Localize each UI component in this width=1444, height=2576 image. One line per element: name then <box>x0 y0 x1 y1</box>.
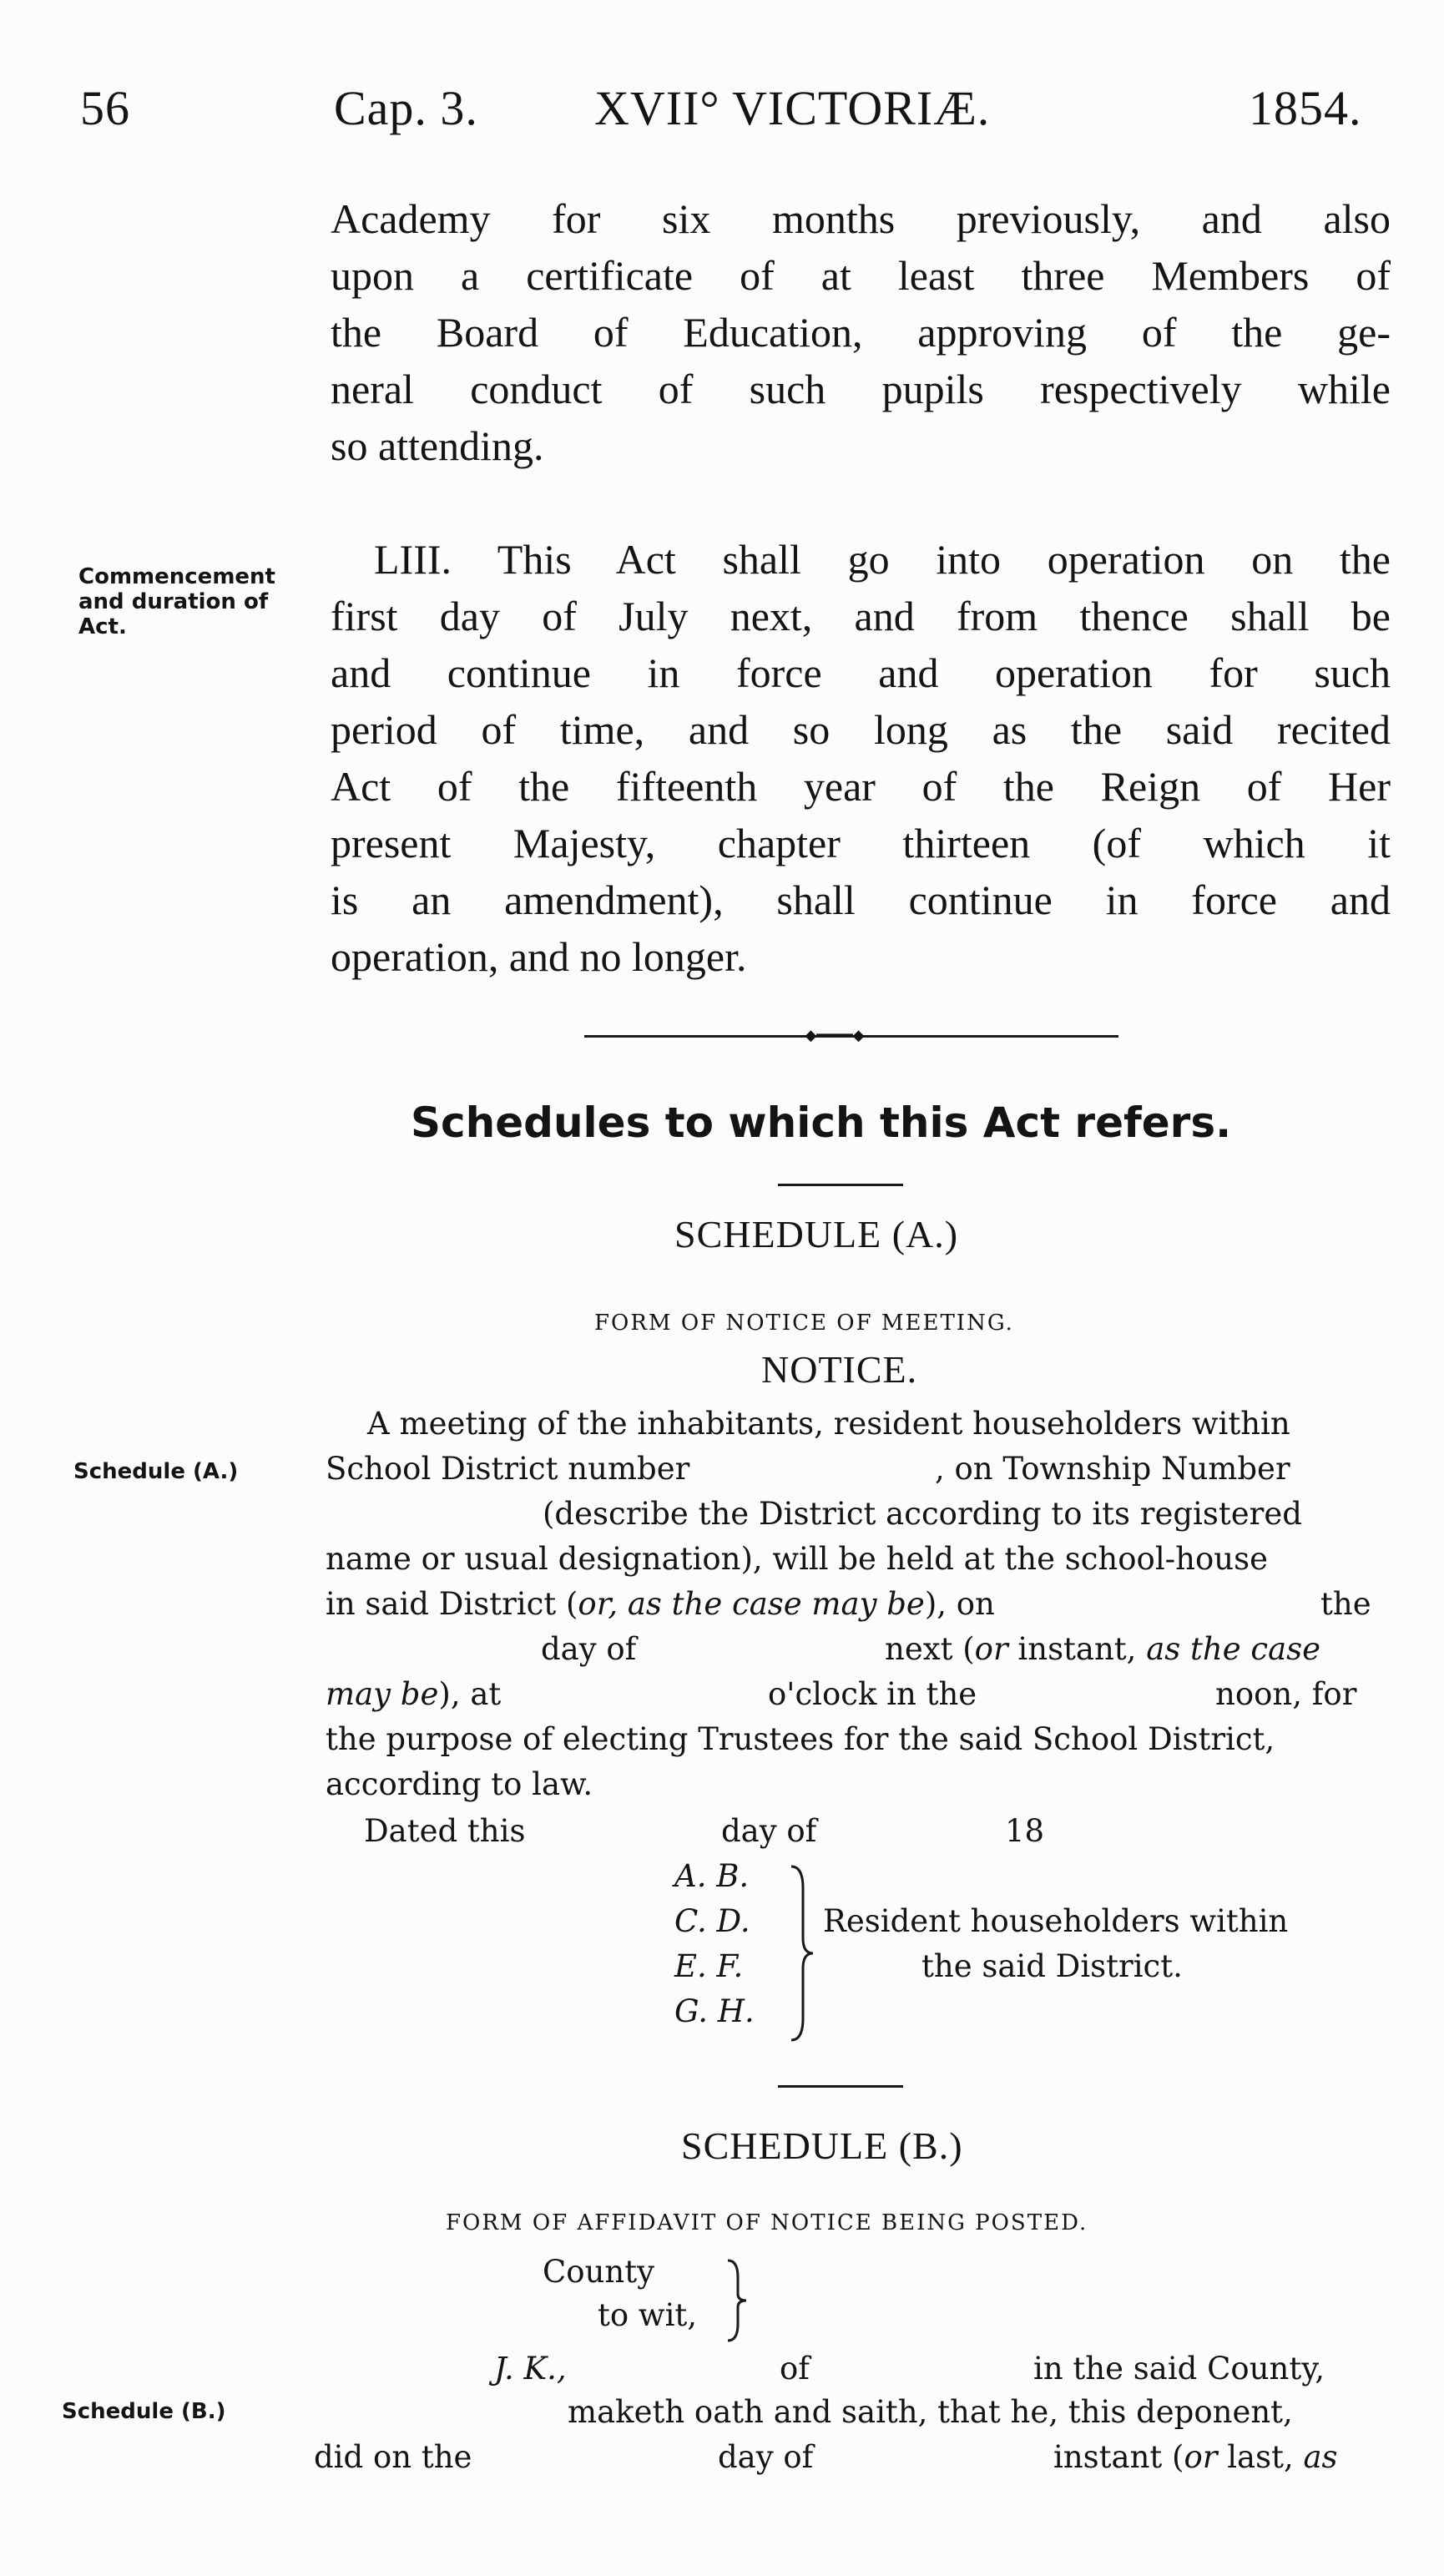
text-line: operation, and no longer. <box>331 933 747 980</box>
schedule-a-title: SCHEDULE (A.) <box>674 1213 959 1255</box>
italic-fragment: or <box>974 1631 1008 1667</box>
text-line: the Board of Education, approving of the ge- <box>331 309 1391 356</box>
year-label: 1854. <box>1249 81 1362 135</box>
text-line: LIII. This Act shall go into operation on the <box>374 536 1391 583</box>
italic-fragment: as <box>1303 2439 1338 2475</box>
notice-line <box>326 1586 995 1622</box>
text-line: so attending. <box>331 422 544 469</box>
text-fragment: ), on <box>924 1586 995 1622</box>
text-line: and continue in force and operation for such <box>331 649 1391 696</box>
signer-name: E. F. <box>674 1948 744 1984</box>
text-line: first day of July next, and from thence shall be <box>331 593 1391 639</box>
notice-line: did on the <box>314 2439 472 2475</box>
schedule-b-subtitle: FORM OF AFFIDAVIT OF NOTICE BEING POSTED. <box>446 2210 1088 2235</box>
dated-year-label: 18 <box>1005 1813 1045 1849</box>
text-fragment: last, <box>1217 2439 1304 2475</box>
page-number: 56 <box>80 81 130 135</box>
signer-name: A. B. <box>674 1858 750 1894</box>
deponent-initials: J. K., <box>494 2351 567 2387</box>
signers-brace <box>788 1863 818 2043</box>
notice-line: , on Township Number <box>935 1451 1290 1487</box>
italic-fragment: may be <box>326 1676 439 1712</box>
short-divider <box>778 1184 903 1186</box>
notice-line: maketh oath and saith, that he, this deponent, <box>568 2394 1293 2430</box>
dated-label: Dated this <box>364 1813 526 1849</box>
divider-ornament: ◆━━━━◆ <box>805 1027 865 1044</box>
notice-line: according to law. <box>326 1766 593 1802</box>
to-wit-label: to wit, <box>598 2297 698 2333</box>
notice-line: of <box>780 2351 810 2387</box>
text-fragment: ), at <box>438 1676 502 1712</box>
text-fragment: instant, <box>1007 1631 1147 1667</box>
notice-line: noon, for <box>1215 1676 1357 1712</box>
notice-line: the purpose of electing Trustees for the said School District, <box>326 1721 1275 1757</box>
margin-note-line: and duration of <box>78 589 269 614</box>
notice-line: in the said County, <box>1033 2351 1325 2387</box>
notice-line: School District number <box>326 1451 690 1487</box>
notice-line: (describe the District according to its registered <box>543 1496 1302 1532</box>
notice-heading: NOTICE. <box>761 1348 918 1391</box>
text-fragment: next ( <box>885 1631 975 1667</box>
short-divider <box>778 2085 903 2088</box>
italic-fragment: or, as the case may be <box>578 1586 925 1622</box>
county-label: County <box>543 2254 655 2290</box>
margin-note-commencement <box>78 564 275 639</box>
text-line: upon a certificate of at least three Members of <box>331 252 1391 299</box>
italic-fragment: as the case <box>1146 1631 1321 1667</box>
schedule-a-subtitle: FORM OF NOTICE OF MEETING. <box>594 1311 1014 1336</box>
notice-line: name or usual designation), will be held at the school-house <box>326 1541 1268 1577</box>
section-53 <box>331 531 1391 985</box>
notice-line <box>1053 2439 1338 2475</box>
text-fragment: instant ( <box>1053 2439 1184 2475</box>
text-line: Academy for six months previously, and also <box>331 195 1391 242</box>
schedules-title: Schedules to which this Act refers. <box>411 1099 1232 1147</box>
text-fragment: in said District ( <box>326 1586 578 1622</box>
notice-line <box>326 1676 501 1712</box>
margin-note-schedule-a: Schedule (A.) <box>73 1459 239 1484</box>
section-continuation <box>331 190 1391 474</box>
reign-label: XVII° VICTORIÆ. <box>594 81 991 135</box>
italic-fragment: or <box>1184 2439 1218 2475</box>
notice-line: A meeting of the inhabitants, resident householders within <box>367 1406 1290 1442</box>
signer-name: G. H. <box>674 1993 755 2029</box>
margin-note-line: Commencement <box>78 564 275 589</box>
text-line: period of time, and so long as the said recited <box>331 706 1391 753</box>
text-line: neral conduct of such pupils respectively while <box>331 366 1391 412</box>
notice-line: day of <box>541 1631 637 1667</box>
schedule-b-title: SCHEDULE (B.) <box>681 2124 963 2167</box>
margin-note-line: Act. <box>78 614 127 639</box>
dated-day-label: day of <box>721 1813 817 1849</box>
chapter-label: Cap. 3. <box>334 81 478 135</box>
text-line: Act of the fifteenth year of the Reign of Her <box>331 763 1391 810</box>
signers-description: the said District. <box>921 1948 1183 1984</box>
county-brace <box>725 2257 750 2344</box>
signers-description: Resident householders within <box>823 1903 1289 1939</box>
notice-line: day of <box>718 2439 814 2475</box>
text-line: present Majesty, chapter thirteen (of which it <box>331 820 1391 866</box>
notice-line: o'clock in the <box>768 1676 977 1712</box>
notice-line: the <box>1320 1586 1371 1622</box>
notice-line <box>885 1631 1320 1667</box>
text-line: is an amendment), shall continue in force and <box>331 876 1391 923</box>
signer-name: C. D. <box>674 1903 750 1939</box>
margin-note-schedule-b: Schedule (B.) <box>62 2399 226 2424</box>
